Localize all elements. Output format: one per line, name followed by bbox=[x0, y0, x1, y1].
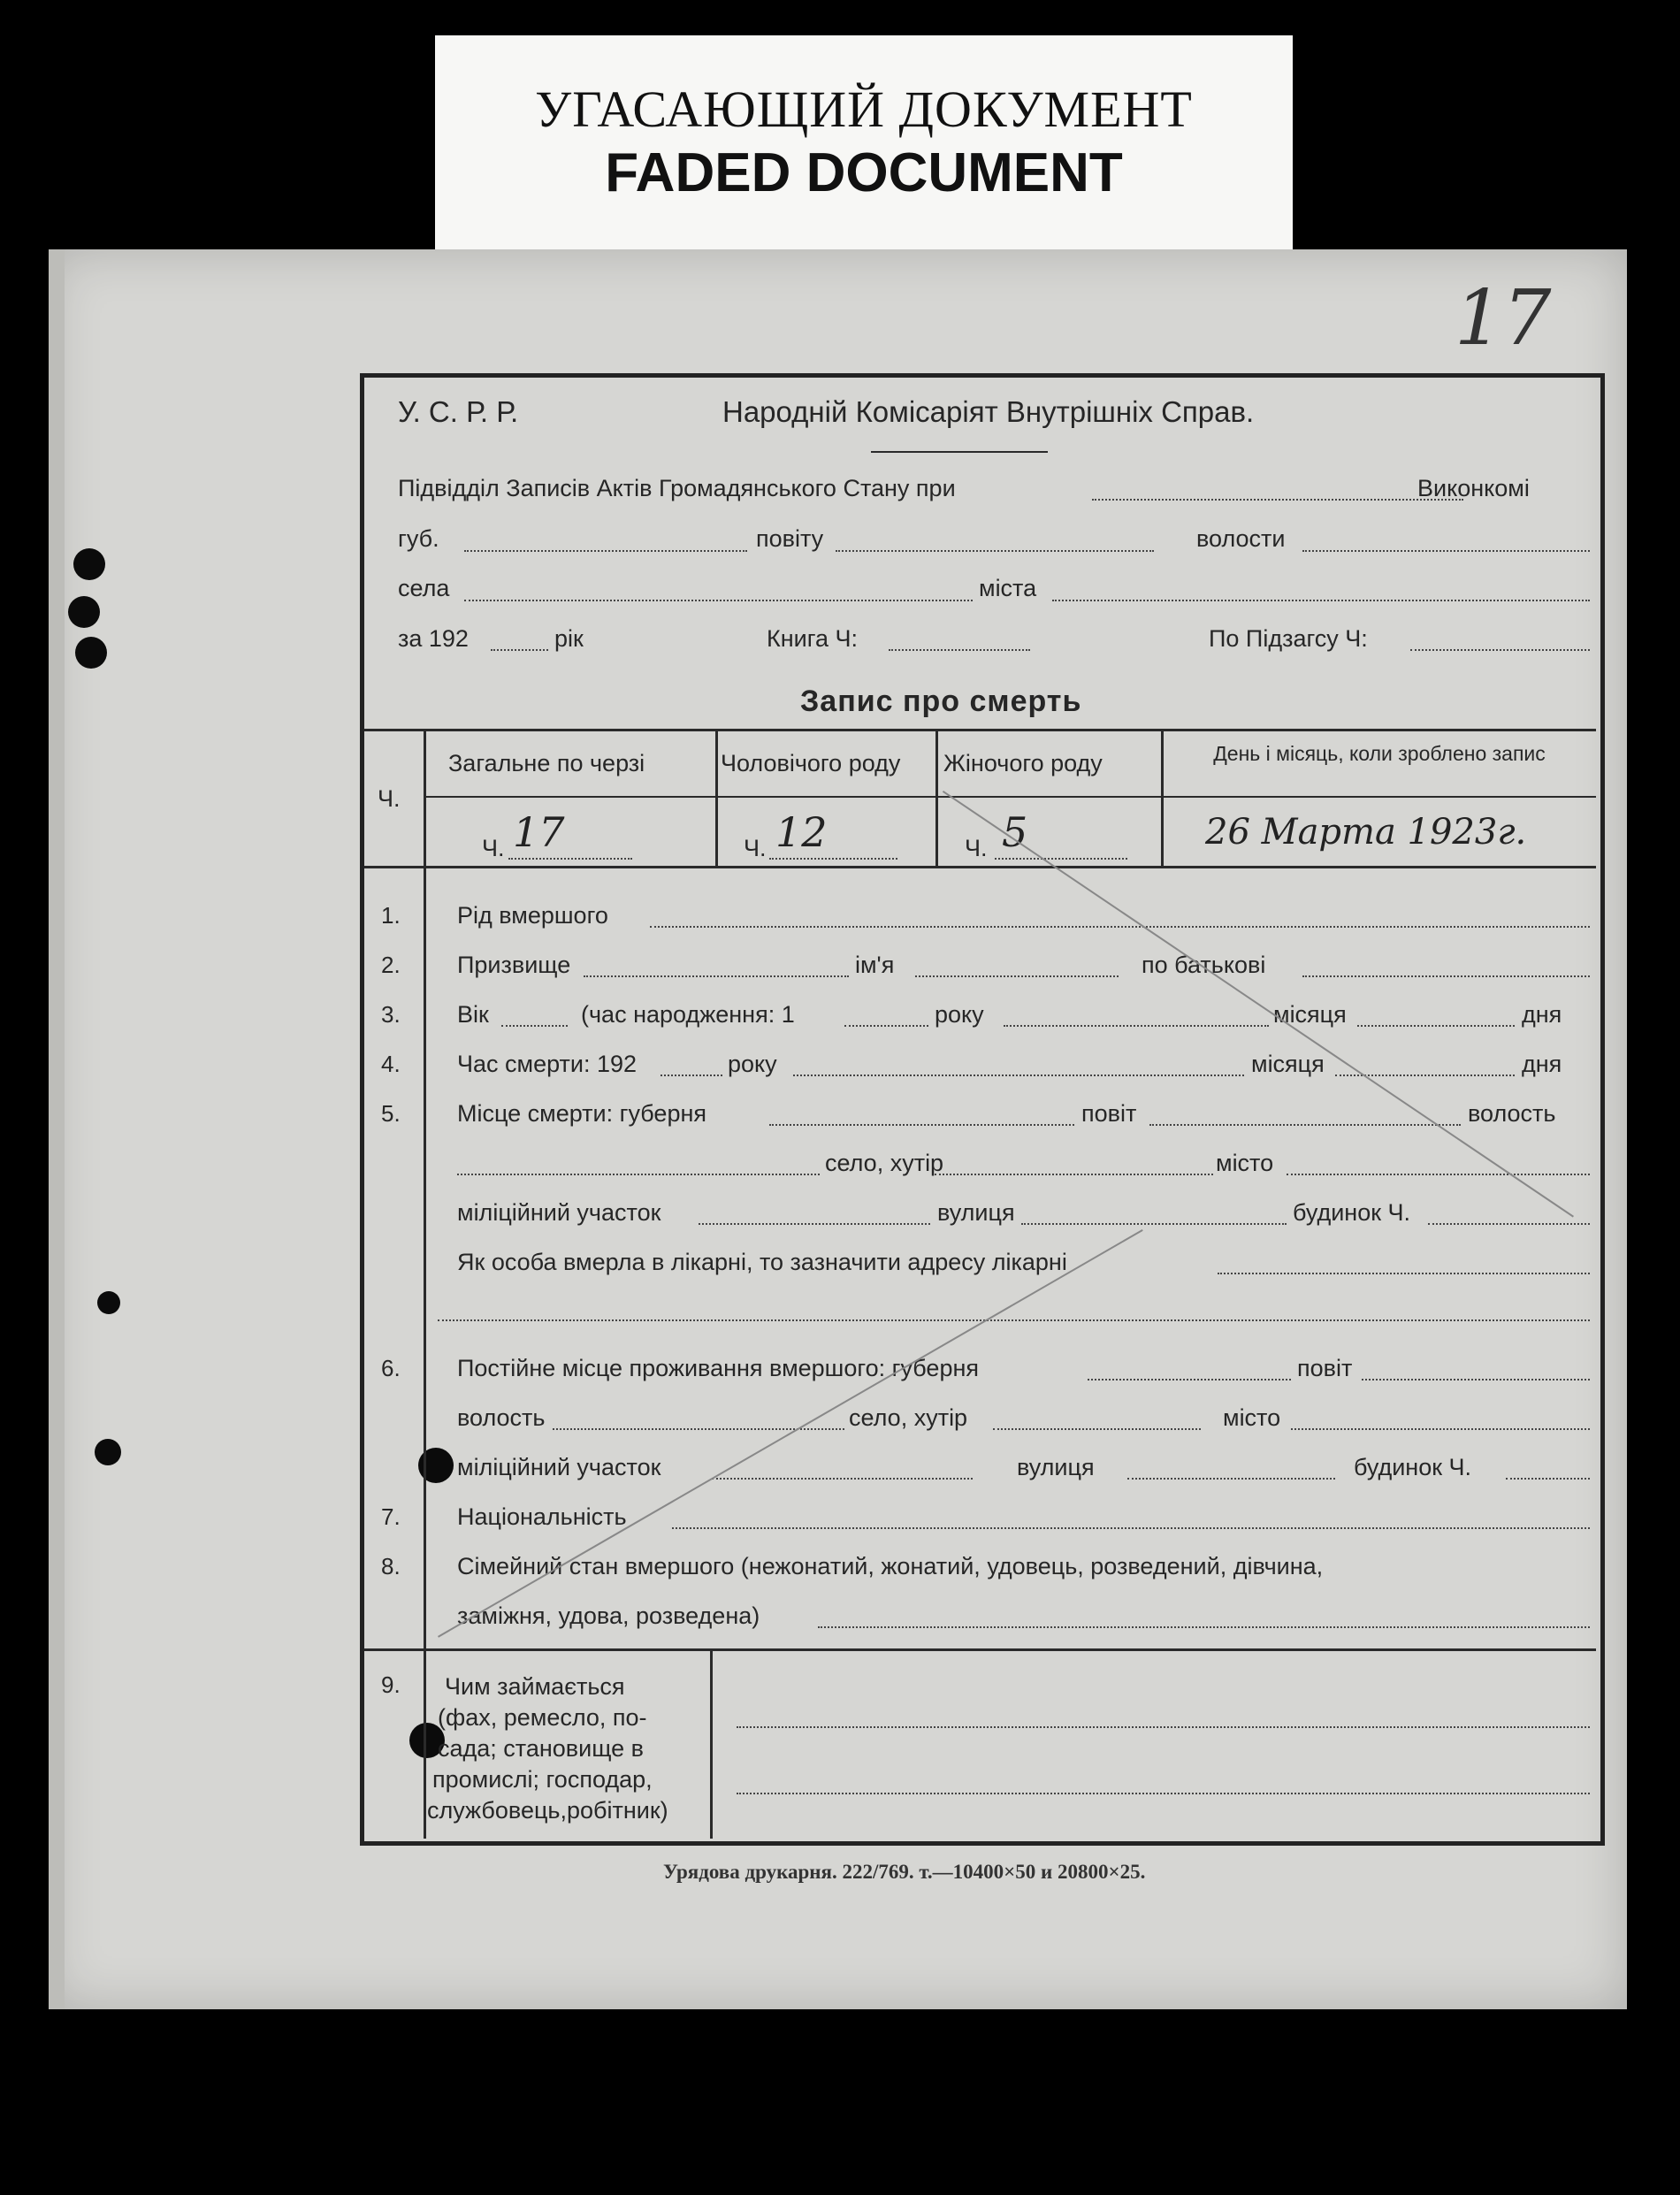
number-column-rule bbox=[424, 729, 426, 1839]
residence-house-label: будинок Ч. bbox=[1354, 1454, 1472, 1480]
hospital-field[interactable] bbox=[1218, 1273, 1590, 1274]
punch-hole-icon bbox=[68, 596, 100, 628]
volost-field[interactable] bbox=[1302, 550, 1590, 552]
surname-label: Призвище bbox=[457, 952, 571, 978]
hospital-label: Як особа вмерла в лікарні, то зазначити адресу лікарні bbox=[457, 1249, 1067, 1275]
subbook-label: По Підзагсу Ч: bbox=[1209, 625, 1368, 652]
death-town-extra-field[interactable] bbox=[1287, 1174, 1590, 1175]
birth-label: (час народження: 1 bbox=[581, 1001, 795, 1028]
office-label: Підвідділ Записів Актів Громадянського Стану при bbox=[398, 475, 956, 501]
year-prefix: за 192 bbox=[398, 625, 469, 652]
item-number: 3. bbox=[381, 1001, 401, 1028]
death-povit-field[interactable] bbox=[1149, 1124, 1461, 1126]
name-field[interactable] bbox=[915, 975, 1119, 977]
selo-label: села bbox=[398, 575, 450, 601]
female-field[interactable] bbox=[995, 858, 1127, 860]
general-prefix: Ч. bbox=[482, 835, 505, 861]
book-label: Книга Ч: bbox=[767, 625, 858, 652]
item-number: 7. bbox=[381, 1503, 401, 1530]
table-ch-header: Ч. bbox=[378, 785, 401, 812]
year-field[interactable] bbox=[491, 649, 548, 651]
item-number: 9. bbox=[381, 1671, 401, 1698]
table-top-rule bbox=[364, 729, 1596, 731]
residence-gub-field[interactable] bbox=[1088, 1379, 1291, 1380]
printer-imprint: Урядова друкарня. 222/769. т.—10400×50 и 20800×25. bbox=[663, 1861, 1146, 1883]
birth-day-unit: дня bbox=[1522, 1001, 1562, 1028]
povit-label: повіту bbox=[756, 525, 824, 552]
misto-field[interactable] bbox=[1052, 600, 1590, 601]
general-number: 17 bbox=[513, 808, 565, 856]
female-number: 5 bbox=[1002, 808, 1028, 856]
punch-hole-icon bbox=[95, 1439, 121, 1465]
birth-month-unit: місяця bbox=[1273, 1001, 1347, 1028]
patronymic-label: по батькові bbox=[1142, 952, 1266, 978]
table-col-date: День і місяць, коли зроблено запис bbox=[1213, 742, 1546, 765]
residence-street-field[interactable] bbox=[1127, 1478, 1335, 1480]
death-street-label: вулиця bbox=[937, 1199, 1015, 1226]
commissariat-header: Народній Комісаріят Внутрішніх Справ. bbox=[722, 395, 1255, 428]
hospital-field-2[interactable] bbox=[438, 1319, 1590, 1321]
residence-volost-label: волость bbox=[457, 1404, 546, 1431]
sheet-edge bbox=[49, 249, 65, 2009]
item-number: 5. bbox=[381, 1100, 401, 1127]
office-tail: Виконкомі bbox=[1417, 475, 1530, 501]
office-field[interactable] bbox=[1092, 499, 1463, 501]
occupation-line-5: службовець,робітник) bbox=[427, 1797, 668, 1824]
birth-year-unit: року bbox=[935, 1001, 984, 1028]
book-field[interactable] bbox=[889, 649, 1030, 651]
kin-field[interactable] bbox=[650, 926, 1590, 928]
punch-hole-icon bbox=[73, 548, 105, 580]
death-militia-label: міліційний участок bbox=[457, 1199, 661, 1226]
age-label: Вік bbox=[457, 1001, 489, 1028]
residence-povit-field[interactable] bbox=[1362, 1379, 1590, 1380]
nationality-field[interactable] bbox=[672, 1527, 1590, 1529]
punch-hole-icon bbox=[97, 1291, 120, 1314]
residence-town-field[interactable] bbox=[1291, 1428, 1590, 1430]
record-title: Запис про смерть bbox=[800, 685, 1082, 718]
header-rule bbox=[871, 451, 1048, 453]
residence-militia-label: міліційний участок bbox=[457, 1454, 661, 1480]
residence-town-label: місто bbox=[1223, 1404, 1281, 1431]
death-year-field[interactable] bbox=[661, 1075, 722, 1076]
volost-label: волости bbox=[1196, 525, 1286, 552]
misto-label: міста bbox=[979, 575, 1037, 601]
surname-field[interactable] bbox=[584, 975, 849, 977]
marital-field[interactable] bbox=[818, 1626, 1590, 1628]
povit-field[interactable] bbox=[836, 550, 1154, 552]
male-prefix: Ч. bbox=[744, 835, 767, 861]
year-suffix: рік bbox=[554, 625, 584, 652]
marital-label: Сімейний стан вмершого (нежонатий, жонатий, удовець, розведений, дівчина, bbox=[457, 1553, 1324, 1579]
residence-povit-label: повіт bbox=[1297, 1355, 1353, 1381]
kin-label: Рід вмершого bbox=[457, 902, 608, 929]
punch-hole-icon bbox=[75, 637, 107, 669]
general-field[interactable] bbox=[508, 858, 632, 860]
death-village-label: село, хутір bbox=[825, 1150, 944, 1176]
death-volost-label: волость bbox=[1468, 1100, 1556, 1127]
record-date: 26 Марта 1923г. bbox=[1205, 812, 1527, 853]
death-month-field[interactable] bbox=[793, 1075, 1244, 1076]
gub-field[interactable] bbox=[464, 550, 747, 552]
document-sheet bbox=[49, 249, 1627, 2009]
death-street-field[interactable] bbox=[1021, 1223, 1287, 1225]
death-place-label: Місце смерти: губерня bbox=[457, 1100, 706, 1127]
occupation-line-2: (фах, ремесло, по- bbox=[438, 1704, 647, 1731]
residence-village-label: село, хутір bbox=[849, 1404, 968, 1431]
table-col-female: Жіночого роду bbox=[943, 750, 1103, 776]
patronymic-field[interactable] bbox=[1302, 975, 1590, 977]
residence-village-field[interactable] bbox=[993, 1428, 1201, 1430]
occupation-field-2[interactable] bbox=[737, 1793, 1590, 1794]
death-month-unit: місяця bbox=[1251, 1051, 1325, 1077]
death-house-label: будинок Ч. bbox=[1293, 1199, 1411, 1226]
table-col-general: Загальне по черзі bbox=[448, 750, 645, 776]
subbook-field[interactable] bbox=[1410, 649, 1590, 651]
occupation-line-3: сада; становище в bbox=[438, 1735, 644, 1762]
table-mid-rule bbox=[424, 796, 1596, 798]
death-village-field[interactable] bbox=[457, 1174, 820, 1175]
section-9-rule bbox=[364, 1648, 1596, 1651]
occupation-line-1: Чим займається bbox=[445, 1673, 625, 1700]
archive-label-slip bbox=[435, 35, 1293, 265]
name-label: ім'я bbox=[855, 952, 895, 978]
label-english: FADED DOCUMENT bbox=[605, 142, 1123, 203]
marital-options: заміжня, удова, розведена) bbox=[457, 1602, 760, 1629]
male-field[interactable] bbox=[769, 858, 897, 860]
death-militia-field[interactable] bbox=[699, 1223, 930, 1225]
republic-header: У. С. Р. Р. bbox=[398, 395, 519, 428]
death-time-label: Час смерти: 192 bbox=[457, 1051, 638, 1077]
nationality-label: Національність bbox=[457, 1503, 627, 1530]
residence-house-field[interactable] bbox=[1506, 1478, 1590, 1480]
birth-year-field[interactable] bbox=[844, 1025, 928, 1027]
label-russian: УГАСАЮЩИЙ ДОКУМЕНТ bbox=[535, 80, 1193, 138]
death-town-field[interactable] bbox=[935, 1174, 1213, 1175]
age-field[interactable] bbox=[501, 1025, 568, 1027]
male-number: 12 bbox=[775, 808, 828, 856]
occupation-line-4: промислі; господар, bbox=[432, 1766, 653, 1793]
section-9-divider bbox=[710, 1648, 713, 1839]
gub-label: губ. bbox=[398, 525, 439, 552]
residence-militia-field[interactable] bbox=[712, 1478, 973, 1480]
folio-number: 17 bbox=[1455, 274, 1552, 363]
item-number: 6. bbox=[381, 1355, 401, 1381]
item-number: 1. bbox=[381, 902, 401, 929]
death-town-label: місто bbox=[1216, 1150, 1274, 1176]
residence-street-label: вулиця bbox=[1017, 1454, 1095, 1480]
death-povit-label: повіт bbox=[1081, 1100, 1137, 1127]
selo-field[interactable] bbox=[464, 600, 973, 601]
item-number: 4. bbox=[381, 1051, 401, 1077]
death-day-unit: дня bbox=[1522, 1051, 1562, 1077]
birth-month-field[interactable] bbox=[1004, 1025, 1269, 1027]
occupation-field-1[interactable] bbox=[737, 1726, 1590, 1728]
item-number: 8. bbox=[381, 1553, 401, 1579]
table-col-male: Чоловічого роду bbox=[721, 750, 901, 776]
female-prefix: Ч. bbox=[965, 835, 988, 861]
birth-day-field[interactable] bbox=[1357, 1025, 1515, 1027]
death-house-field[interactable] bbox=[1428, 1223, 1590, 1225]
residence-label: Постійне місце проживання вмершого: губерня bbox=[457, 1355, 979, 1381]
item-number: 2. bbox=[381, 952, 401, 978]
table-bottom-rule bbox=[364, 866, 1596, 868]
death-gub-field[interactable] bbox=[769, 1124, 1074, 1126]
death-year-unit: року bbox=[728, 1051, 777, 1077]
